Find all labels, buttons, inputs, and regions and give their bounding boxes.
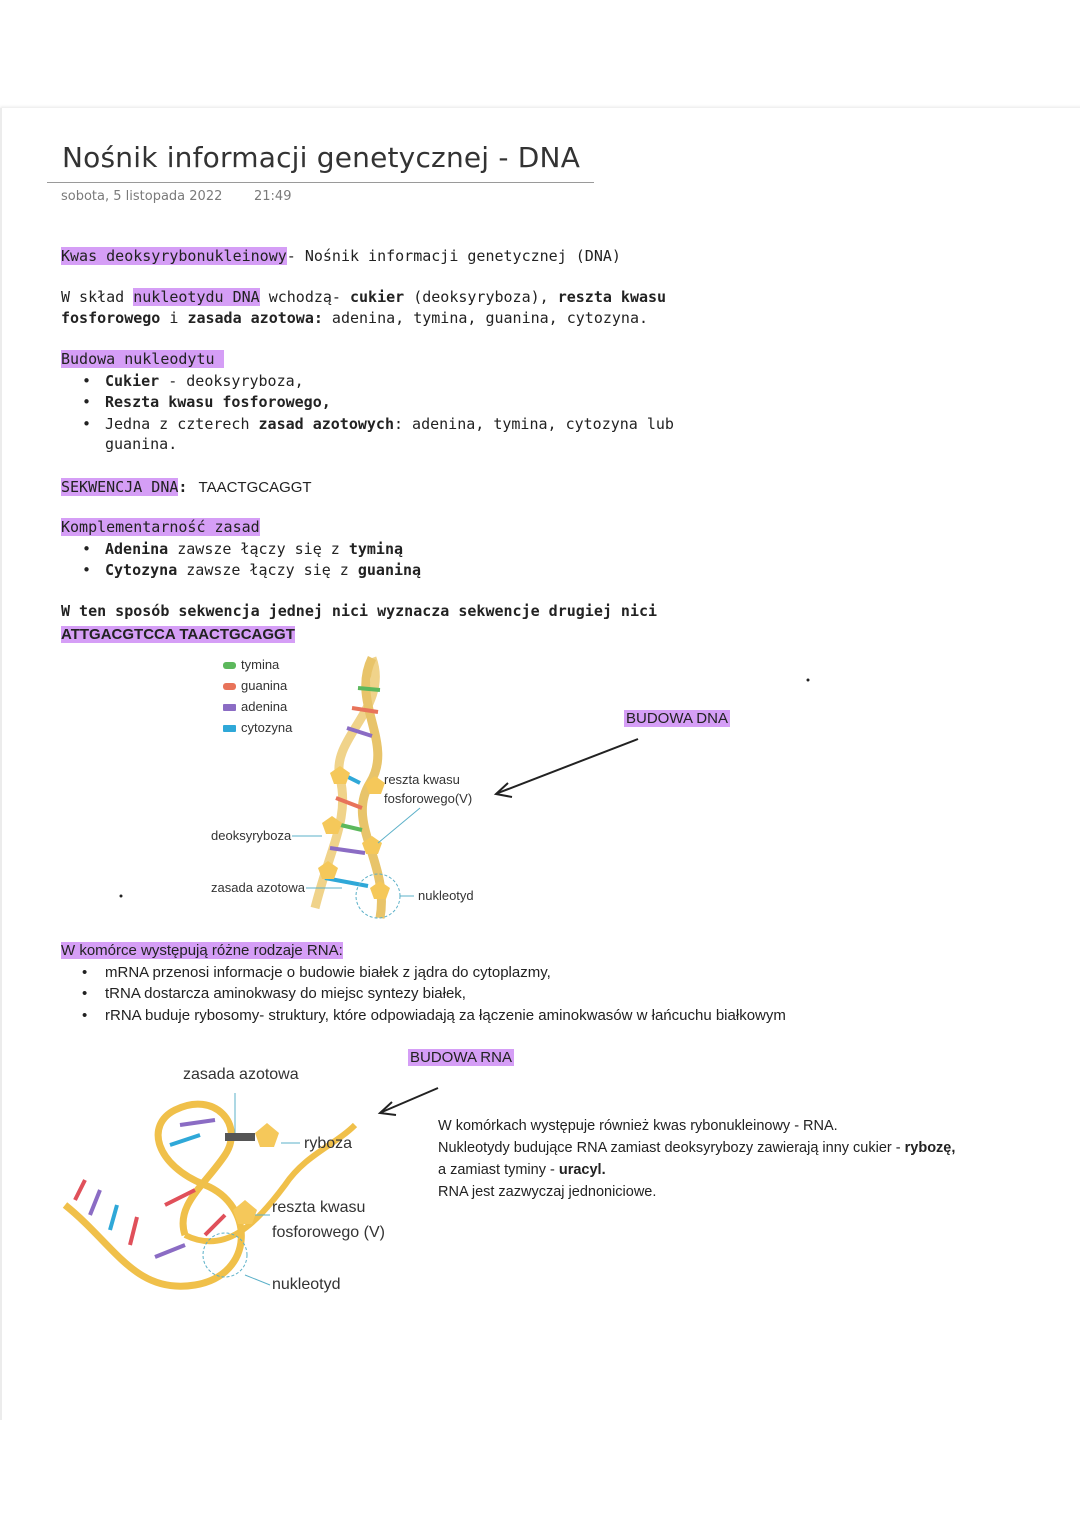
- text: zawsze łączy się z: [177, 561, 358, 579]
- page-date: sobota, 5 listopada 2022: [61, 189, 223, 204]
- rna-item-trna: tRNA dostarcza aminokwasy do miejsc syntezy białek,: [105, 985, 466, 1002]
- label-rna-ryboza: ryboza: [304, 1135, 353, 1152]
- dot: [120, 895, 123, 898]
- bold: Cytozyna: [105, 561, 178, 579]
- intro-line: [61, 247, 621, 265]
- sposob-sequence: ATTGACGTCCA TAACTGCAGGT: [61, 626, 295, 643]
- komplementarnosc-heading-text: Komplementarność zasad: [61, 518, 260, 536]
- budowa-dna-tag: BUDOWA DNA: [626, 710, 728, 727]
- arrow-budowa-rna: [370, 1080, 450, 1120]
- label-nukleotyd: nukleotyd: [418, 888, 474, 903]
- bullet-dot: •: [82, 561, 92, 579]
- sekwencja-label: SEKWENCJA DNA: [61, 478, 179, 496]
- bold: tyminą: [348, 540, 404, 558]
- bullet-dot: •: [82, 415, 92, 433]
- page-time: 21:49: [254, 189, 292, 204]
- label-rna-zasada: zasada azotowa: [183, 1066, 299, 1083]
- bullet-dot: •: [82, 985, 88, 1002]
- legend-swatch-cytozyna: [223, 725, 236, 732]
- legend-adenina: adenina: [241, 699, 288, 714]
- bullet-dot: •: [82, 1007, 88, 1024]
- text: (deoksyryboza),: [404, 288, 558, 306]
- bold-cukier: cukier: [350, 288, 405, 306]
- rna-desc-line-1: W komórkach występuje również kwas rybonukleinowy - RNA.: [438, 1118, 838, 1134]
- komplementarnosc-heading: [61, 518, 260, 536]
- rna-heading-text: W komórce występują różne rodzaje RNA:: [61, 942, 343, 959]
- label-zasada-azotowa: zasada azotowa: [211, 880, 305, 895]
- bullet-dot: •: [82, 540, 92, 558]
- colon: :: [178, 478, 188, 496]
- dot: [807, 679, 810, 682]
- legend-swatch-guanina: [223, 683, 236, 690]
- text: W skład: [61, 288, 134, 306]
- title-divider: [47, 182, 594, 183]
- arrow-budowa-dna: [498, 739, 638, 793]
- bold-fosforowego: fosforowego: [61, 309, 161, 327]
- page-title[interactable]: Nośnik informacji genetycznej - DNA: [62, 141, 581, 174]
- composition-line-2: [61, 309, 648, 327]
- bold-uracyl: uracyl.: [558, 1162, 606, 1178]
- rna-description: [438, 1115, 955, 1203]
- rna-base-icon: [225, 1133, 255, 1141]
- text: : adenina, tymina, cytozyna lub: [394, 415, 674, 433]
- text: Nukleotydy budujące RNA zamiast deoksyrybozy zawierają inny cukier -: [438, 1140, 905, 1156]
- bold: Adenina: [105, 540, 169, 558]
- text: adenina, tymina, guanina, cytozyna.: [322, 309, 649, 327]
- top-margin: [0, 0, 1080, 108]
- dna-figure: [0, 648, 1080, 938]
- komplementarnosc-item-1: [105, 540, 403, 558]
- rna-desc-line-2: [438, 1137, 955, 1159]
- pointer-rna-nukleotyd: [245, 1275, 270, 1285]
- text: - deoksyryboza,: [159, 372, 304, 390]
- text: wchodzą-: [259, 288, 350, 306]
- pointer-reszta: [378, 808, 420, 843]
- bold: guaniną: [357, 561, 422, 579]
- intro-term: Kwas deoksyrybonukleinowy: [61, 247, 287, 265]
- rna-item-mrna: mRNA przenosi informacje o budowie białek z jądra do cytoplazmy,: [105, 964, 551, 981]
- bottom-margin: [0, 1420, 1080, 1528]
- bold-zasada: zasada azotowa:: [187, 309, 323, 327]
- legend-cytozyna: cytozyna: [241, 720, 293, 735]
- label-deoksyryboza: deoksyryboza: [211, 828, 292, 843]
- composition-line-1: [61, 288, 666, 306]
- bold-reszta: reszta kwasu: [557, 288, 667, 306]
- legend-guanina: guanina: [241, 678, 288, 693]
- text: zawsze łączy się z: [168, 540, 349, 558]
- bullet-dot: •: [82, 372, 92, 390]
- budowa-heading: [61, 350, 224, 368]
- rna-desc-line-3: [438, 1159, 955, 1181]
- sekwencja-line: [61, 477, 312, 496]
- rna-desc-line-4: RNA jest zazwyczaj jednoniciowe.: [438, 1184, 657, 1200]
- sekwencja-value: TAACTGCAGGT: [198, 479, 312, 496]
- label-rna-fosforowego: fosforowego (V): [272, 1224, 385, 1241]
- text: i: [160, 309, 188, 327]
- bullet-dot: •: [82, 964, 88, 981]
- budowa-heading-text: Budowa nukleodytu: [61, 350, 215, 368]
- intro-rest: - Nośnik informacji genetycznej (DNA): [286, 247, 621, 265]
- bold: zasad azotowych: [258, 415, 394, 433]
- bullet-dot: •: [82, 393, 92, 411]
- budowa-item-3: [105, 415, 674, 433]
- legend-tymina: tymina: [241, 657, 280, 672]
- legend-swatch-tymina: [223, 662, 236, 669]
- label-reszta: reszta kwasu: [384, 772, 460, 787]
- sposob-sequence-line: [61, 624, 295, 643]
- highlight-nukleotyd: nukleotydu DNA: [133, 288, 260, 306]
- rna-heading: [61, 942, 343, 959]
- rna-item-rrna: rRNA buduje rybosomy- struktury, które odpowiadają za łączenie aminokwasów w łańcuchu białkowym: [105, 1007, 786, 1024]
- bold: Cukier: [105, 372, 160, 390]
- komplementarnosc-item-2: [105, 561, 421, 579]
- legend-swatch-adenina: [223, 704, 236, 711]
- sposob-line: W ten sposób sekwencja jednej nici wyznacza sekwencje drugiej nici: [61, 602, 658, 620]
- budowa-item-2: Reszta kwasu fosforowego,: [105, 393, 331, 411]
- text: a zamiast tyminy -: [438, 1162, 559, 1178]
- label-rna-nukleotyd: nukleotyd: [272, 1276, 341, 1293]
- budowa-rna-tag: BUDOWA RNA: [410, 1049, 512, 1066]
- bold-ryboze: rybozę,: [904, 1140, 956, 1156]
- label-fosforowego: fosforowego(V): [384, 791, 473, 806]
- budowa-item-3-cont: guanina.: [105, 435, 178, 453]
- budowa-item-1: [105, 372, 304, 390]
- text: Jedna z czterech: [105, 415, 259, 433]
- label-rna-reszta: reszta kwasu: [272, 1199, 366, 1216]
- rna-backbone: [65, 1104, 241, 1286]
